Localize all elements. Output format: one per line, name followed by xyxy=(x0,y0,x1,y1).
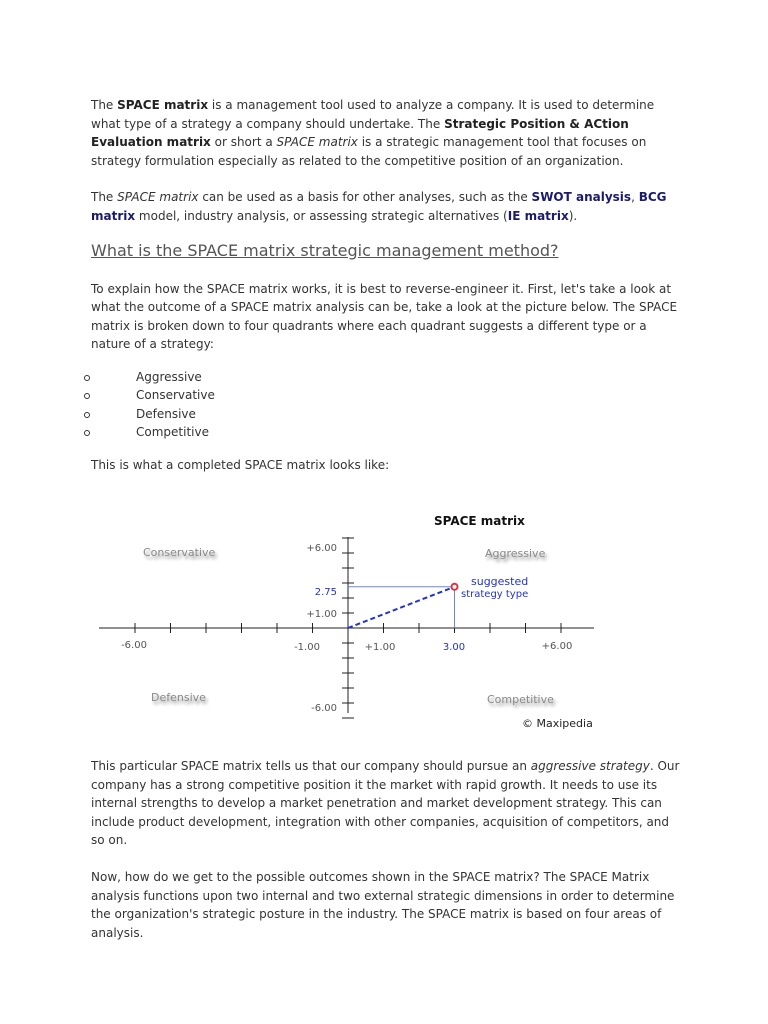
quadrant-label-defensive: Defensive xyxy=(151,691,206,704)
y-tick-label-pos1: +1.00 xyxy=(306,609,337,620)
intro-paragraph-2: The SPACE matrix can be used as a basis for other analyses, such as the SWOT analysis, BCG matrix model, industry analysis, or assessing strategic alternatives (IE matrix). xyxy=(91,190,667,223)
space-matrix-chart xyxy=(96,510,606,735)
x-tick-label-neg1: -1.00 xyxy=(294,642,320,653)
bold-space-full-name: Strategic Position & ACtion Evaluation matrix xyxy=(91,116,629,150)
chart-title: SPACE matrix xyxy=(434,514,525,528)
x-tick-label-3: 3.00 xyxy=(442,642,466,653)
section-heading: What is the SPACE matrix strategic management method? xyxy=(91,240,559,260)
point-label-strategy-type: strategy type xyxy=(461,589,529,600)
list-item: Conservative xyxy=(0,386,590,405)
chart-copyright: © Maxipedia xyxy=(522,717,593,730)
x-tick-label-pos1: +1.00 xyxy=(364,642,396,653)
x-tick-label-pos6: +6.00 xyxy=(541,641,573,652)
space-matrix-svg xyxy=(96,510,606,735)
bold-space-matrix: SPACE matrix xyxy=(117,98,209,112)
circle-bullet-icon xyxy=(84,393,90,399)
quadrant-label-aggressive: Aggressive xyxy=(485,547,546,560)
x-tick-label-neg6: -6.00 xyxy=(121,640,147,651)
quadrant-label-conservative: Conservative xyxy=(143,546,216,559)
article-body-lower xyxy=(91,757,681,942)
ie-matrix-link[interactable]: IE matrix xyxy=(507,208,569,223)
conclusion-paragraph: This particular SPACE matrix tells us that our company should pursue an aggressive strategy. Our company has a strong competitive position it the market with rapid growth. It needs to use its internal strengths to develop a market penetration and market development strategy. This can include product development, integration with other companies, acquisition of competitors, and so on. xyxy=(91,759,680,848)
quadrant-label-competitive: Competitive xyxy=(487,693,554,706)
list-item: Defensive xyxy=(0,405,590,424)
y-tick-label-2-75: 2.75 xyxy=(314,587,337,598)
chart-lead-in: This is what a completed SPACE matrix looks like: xyxy=(91,457,390,472)
analysis-paragraph: Now, how do we get to the possible outcomes shown in the SPACE matrix? The SPACE Matrix analysis functions upon two internal and two external strategic dimensions in order to determine the organization's strategic posture in the industry. The SPACE matrix is based on four areas of analysis. xyxy=(91,869,675,940)
bcg-matrix-link[interactable]: BCG matrix xyxy=(91,190,667,223)
list-item: Aggressive xyxy=(0,368,590,387)
list-item: Competitive xyxy=(0,423,590,442)
explain-paragraph: To explain how the SPACE matrix works, it is best to reverse-engineer it. First, let's take a look at what the outcome of a SPACE matrix analysis can be, take a look at the picture below. The SPACE matrix is broken down to four quadrants where each quadrant suggests a different type or a nature of a strategy: xyxy=(91,281,678,352)
y-tick-label-neg6: -6.00 xyxy=(311,703,337,714)
strategy-type-list xyxy=(0,368,590,442)
circle-bullet-icon xyxy=(84,375,90,381)
circle-bullet-icon xyxy=(84,430,90,436)
y-tick-label-pos6: +6.00 xyxy=(306,543,337,554)
article-body xyxy=(91,96,681,475)
strategy-point xyxy=(452,584,458,590)
intro-paragraph-1: The SPACE matrix is a management tool used to analyze a company. It is used to determine what type of a strategy a company should undertake. The Strategic Position & ACtion Evaluation matrix or short a SPACE matrix is a strategic management tool that focuses on strategy formulation especially as related to the competitive position of an organization. xyxy=(91,98,655,168)
strategy-vector-line xyxy=(348,587,455,628)
point-label-suggested: suggested xyxy=(471,575,529,588)
swot-analysis-link[interactable]: SWOT analysis xyxy=(531,190,632,205)
circle-bullet-icon xyxy=(84,412,90,418)
